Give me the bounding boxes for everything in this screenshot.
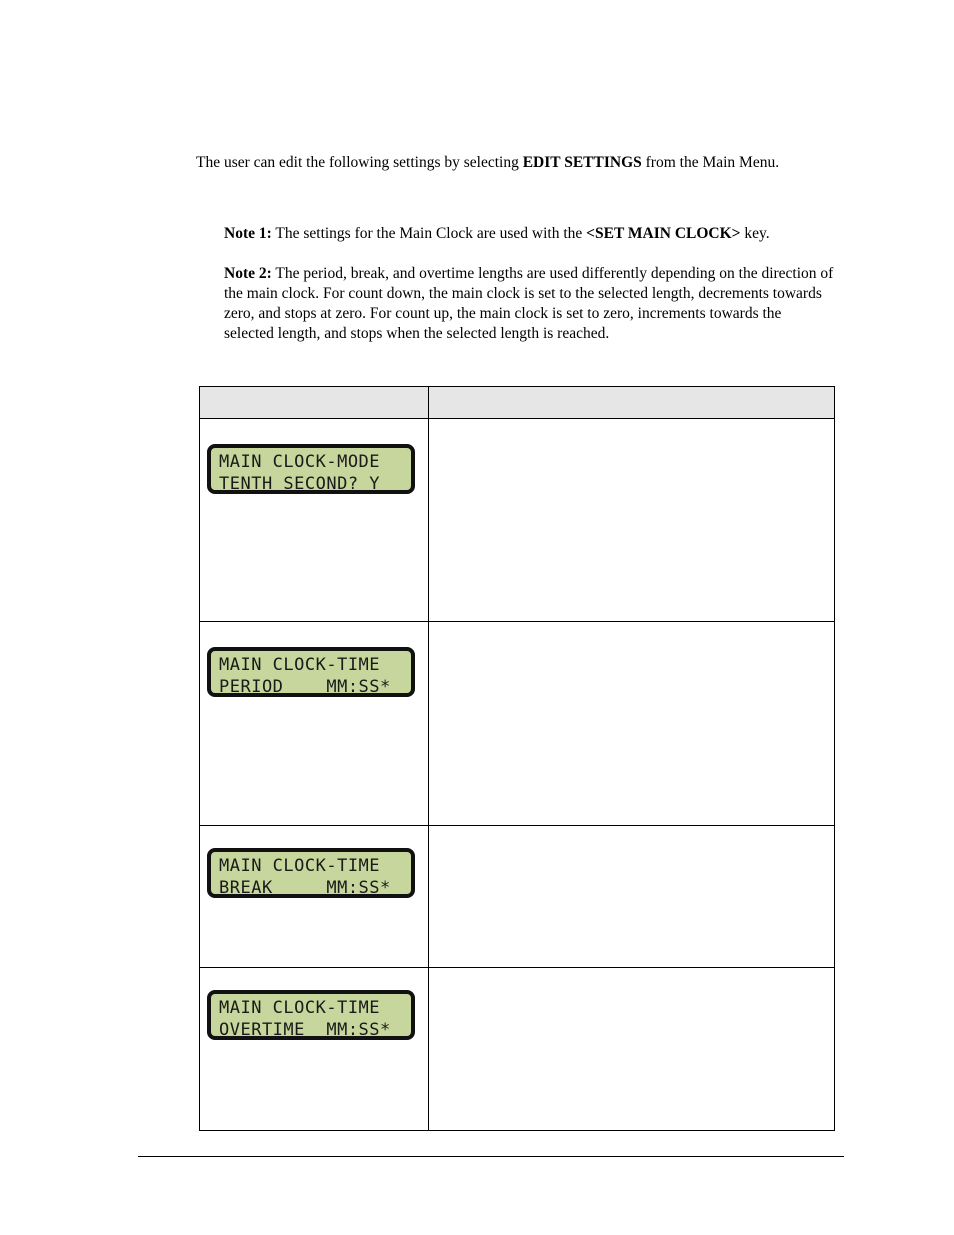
lcd-line-2: BREAK MM:SS*: [219, 877, 391, 898]
note-1: [224, 224, 844, 244]
note-1-key-name: <SET MAIN CLOCK>: [586, 225, 741, 242]
lcd-display-tenth-second: [207, 444, 415, 494]
intro-text-before: The user can edit the following settings by selecting: [196, 154, 523, 171]
intro-text-after: from the Main Menu.: [641, 154, 780, 171]
note-2: [224, 264, 834, 344]
lcd-line-1: MAIN CLOCK-TIME: [219, 998, 381, 1019]
lcd-display-period: [207, 647, 415, 697]
settings-table: [199, 386, 835, 1131]
table-row: [200, 621, 835, 825]
table-row: [200, 419, 835, 622]
table-row: [200, 968, 835, 1131]
lcd-display-break: [207, 848, 415, 898]
description-cell: [429, 621, 835, 825]
lcd-line-1: MAIN CLOCK-MODE: [219, 452, 381, 473]
lcd-cell: [200, 621, 429, 825]
lcd-cell: [200, 419, 429, 622]
lcd-line-2: PERIOD MM:SS*: [219, 676, 391, 697]
lcd-cell: [200, 825, 429, 968]
description-cell: [429, 968, 835, 1131]
lcd-display-overtime: [207, 990, 415, 1040]
lcd-line-1: MAIN CLOCK-TIME: [219, 654, 381, 675]
lcd-cell: [200, 968, 429, 1131]
intro-paragraph: [196, 153, 856, 173]
lcd-line-1: MAIN CLOCK-TIME: [219, 855, 381, 876]
note-2-text: The period, break, and overtime lengths are used differently depending on the direction of the main clock. For count down, the main clock is set to the selected length, decrements towards zero, and stops at zero. For count up, the main clock is set to zero, increments towards the selected length, and stops when the selected length is reached.: [224, 265, 834, 342]
table-row: [200, 825, 835, 968]
lcd-line-2: TENTH SECOND? Y: [219, 474, 381, 495]
note-1-text-after: key.: [740, 225, 770, 242]
note-1-label: Note 1:: [224, 225, 272, 242]
note-1-text-before: The settings for the Main Clock are used with the: [271, 225, 587, 242]
lcd-line-2: OVERTIME MM:SS*: [219, 1020, 391, 1041]
note-2-label: Note 2:: [224, 265, 272, 282]
table-header-description: [429, 387, 835, 419]
description-cell: [429, 825, 835, 968]
table-header-row: [200, 387, 835, 419]
intro-edit-settings: EDIT SETTINGS: [522, 154, 642, 171]
table-header-display: [200, 387, 429, 419]
description-cell: [429, 419, 835, 622]
footer-rule: [138, 1156, 844, 1157]
